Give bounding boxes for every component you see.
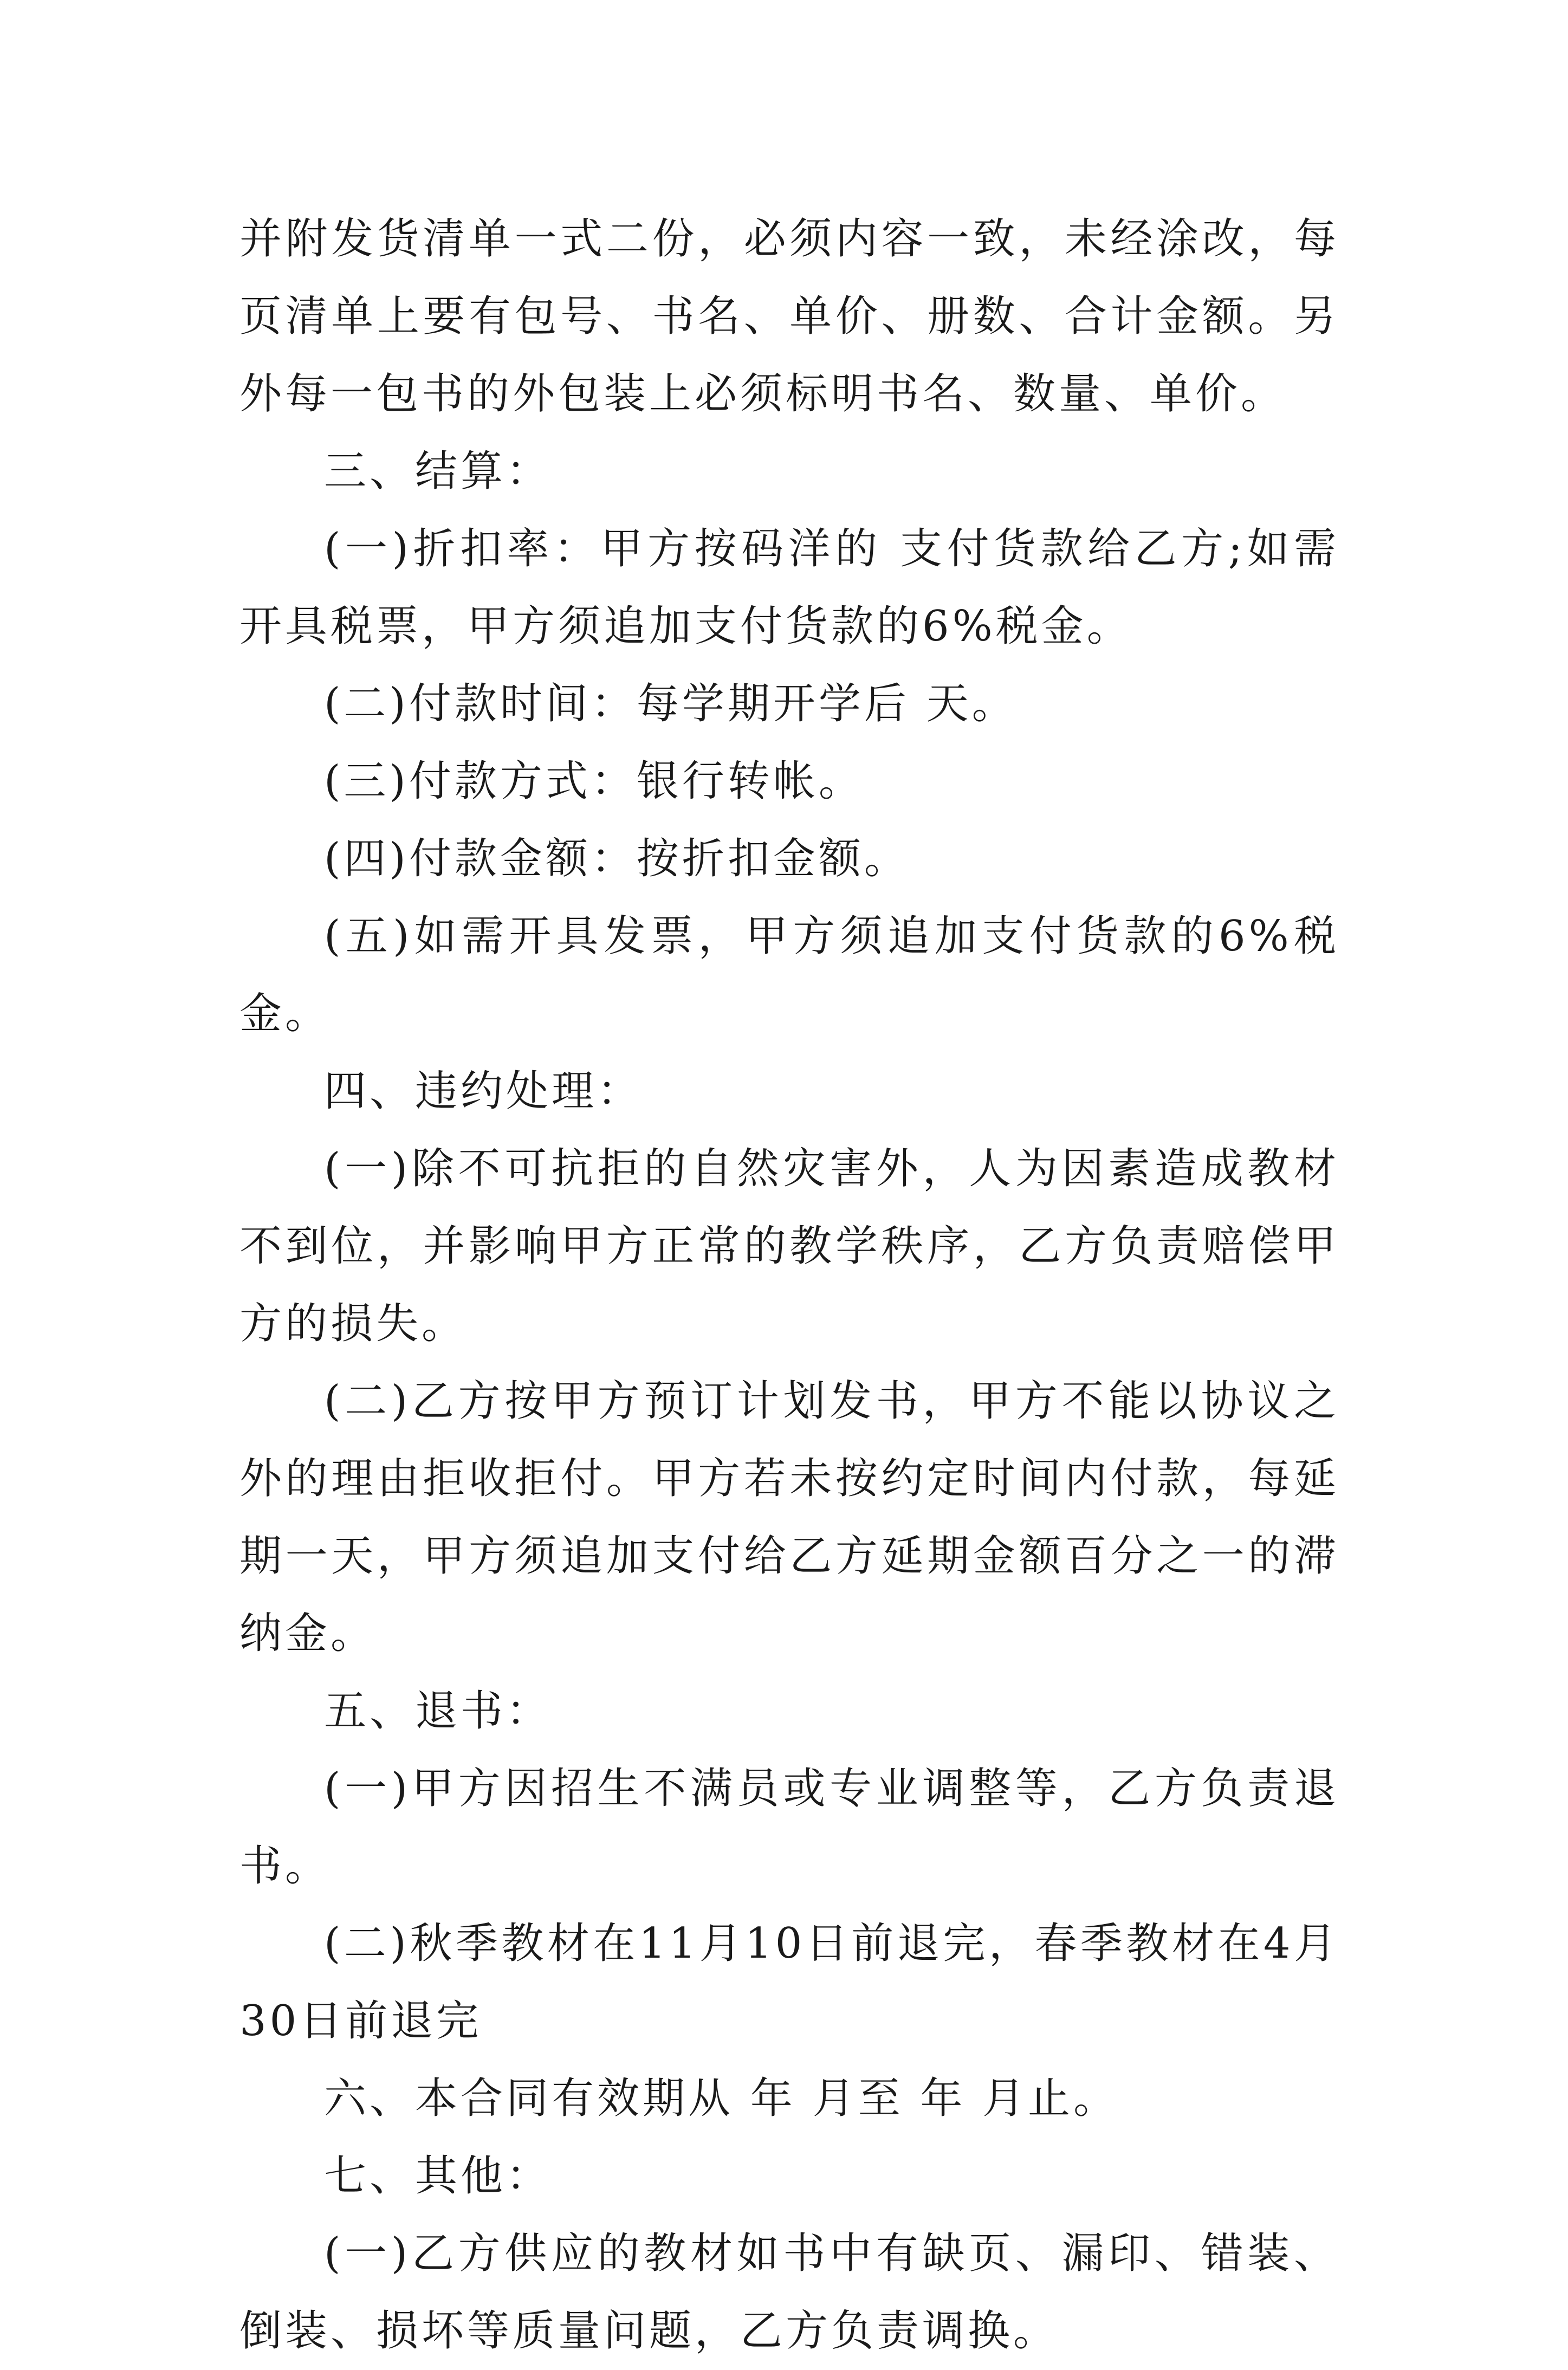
paragraph-payment-amount: (四)付款金额：按折扣金额。	[324, 834, 910, 883]
paragraph-payment-method: (三)付款方式：银行转帐。	[324, 757, 864, 806]
heading-settlement: 三、结算：	[324, 447, 552, 496]
document-body	[239, 200, 1339, 2370]
paragraph-shipping-list: 并附发货清单一式二份，必须内容一致，未经涂改，每页清单上要有包号、书名、单价、册数、合计金额。另外每一包书的外包装上必须标明书名、数量、单价。	[239, 215, 1339, 418]
paragraph-breach-compensation: (一)除不可抗拒的自然灾害外，人为因素造成教材不到位，并影响甲方正常的教学秩序，乙方负责赔偿甲方的损失。	[239, 1144, 1339, 1348]
paragraph-invoice-tax: (五)如需开具发票，甲方须追加支付货款的6%税金。	[239, 912, 1339, 1038]
paragraph-returns-deadline: (二)秋季教材在11月10日前退完，春季教材在4月30日前退完	[239, 1919, 1339, 2045]
paragraph-contract-term: 六、本合同有效期从 年 月至 年 月止。	[324, 2074, 1119, 2123]
paragraph-quality-exchange: (一)乙方供应的教材如书中有缺页、漏印、错装、倒装、损坏等质量问题，乙方负责调换。	[239, 2229, 1339, 2355]
paragraph-late-payment: (二)乙方按甲方预订计划发书，甲方不能以协议之外的理由拒收拒付。甲方若未按约定时间内付款，每延期一天，甲方须追加支付给乙方延期金额百分之一的滞纳金。	[239, 1377, 1339, 1658]
heading-returns: 五、退书：	[324, 1687, 552, 1736]
heading-other: 七、其他：	[324, 2152, 552, 2200]
paragraph-discount-rate: (一)折扣率：甲方按码洋的 支付货款给乙方;如需开具税票，甲方须追加支付货款的6%税金。	[239, 524, 1339, 651]
paragraph-returns-enrollment: (一)甲方因招生不满员或专业调整等，乙方负责退书。	[239, 1764, 1339, 1890]
heading-breach: 四、违约处理：	[324, 1067, 643, 1116]
paragraph-payment-time: (二)付款时间：每学期开学后 天。	[324, 679, 1018, 728]
